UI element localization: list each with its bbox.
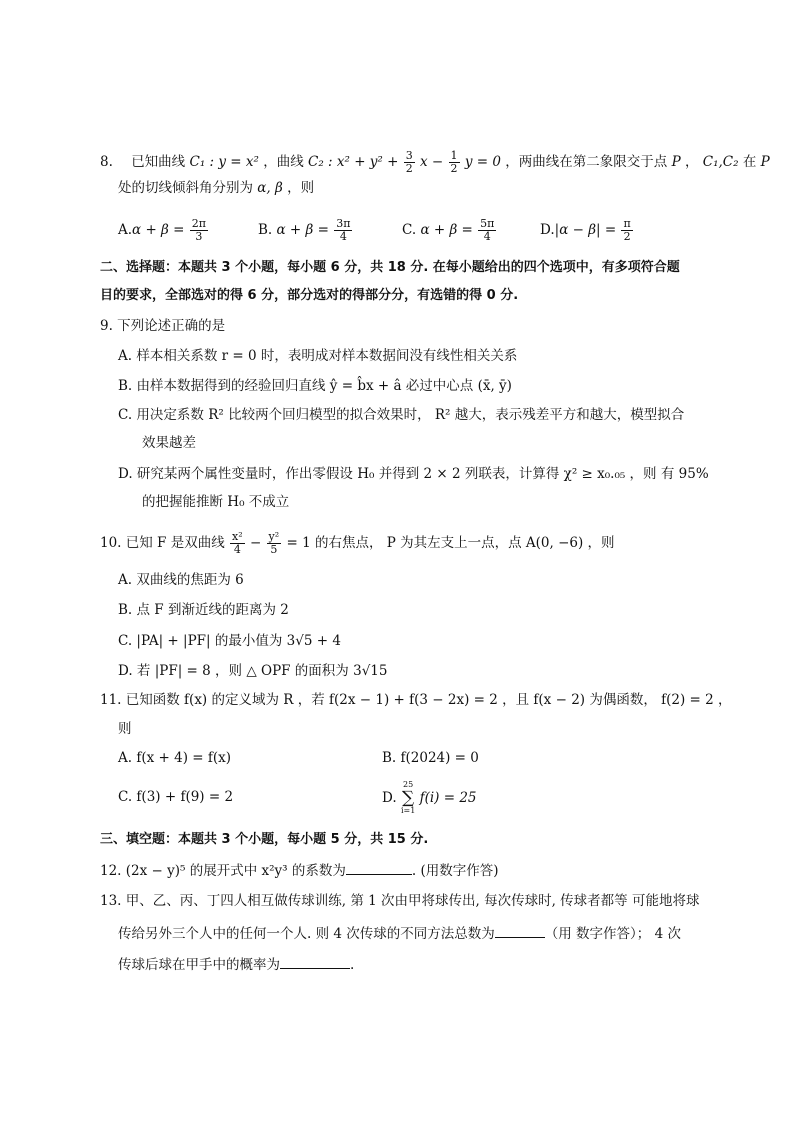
q12-answer-blank[interactable] <box>346 860 412 875</box>
q8-c1: C₁ : y = x² <box>189 154 259 170</box>
q8-frac2: $\frac{1}{2}$ <box>450 149 458 175</box>
q13-answer-blank-2[interactable] <box>280 954 350 969</box>
q8-text: ，曲线 <box>263 154 304 170</box>
q8-option-c: C. α + β = $\frac{5\pi}{4}$ <box>402 217 495 243</box>
q8-text: ，则 <box>287 180 315 196</box>
q8-point-p: P <box>671 154 681 170</box>
section2-heading-cont: 目的要求，全部选对的得 6 分，部分选对的得部分分，有选错的得 0 分. <box>100 288 519 303</box>
q12-text-a: 12. (2x − y)⁵ 的展开式中 x²y³ 的系数为 <box>100 863 346 879</box>
q10-frac2: $\frac{\text{y²}}{5}$ <box>268 530 280 556</box>
q12-text-b: . (用数字作答) <box>411 863 499 879</box>
q9-option-d: D. 研究某两个属性变量时，作出零假设 H₀ 并得到 2 × 2 列联表，计算得 χ² ≥ x₀.₀₅ ，则 有 95% <box>118 466 709 482</box>
q10-frac1: $\frac{\text{x²}}{4}$ <box>232 530 243 556</box>
q13-answer-blank-1[interactable] <box>495 923 545 938</box>
q8-option-a: A.α + β = $\frac{2\pi}{3}$ <box>118 217 206 243</box>
q8-line1 <box>100 150 770 175</box>
q13-text: 传球后球在甲手中的概率为 <box>118 957 280 973</box>
q9-option-b: B. 由样本数据得到的经验回归直线 ŷ = b̂x + â 必过中心点 (x̄, ȳ) <box>118 378 512 394</box>
q8-text: ，两曲线在第二象限交于点 <box>505 154 668 170</box>
section2-heading: 二、选择题：本题共 3 个小题，每小题 6 分，共 18 分. 在每小题给出的四个选项中，有多项符合题 <box>100 260 680 275</box>
q10-option-a: A. 双曲线的焦距为 6 <box>118 572 244 588</box>
q13-text: . <box>350 957 355 973</box>
q13-line2 <box>118 923 681 944</box>
q13-text: （用 数字作答）； 4 次 <box>544 926 681 942</box>
q8-text: 在 <box>742 154 757 170</box>
q10-option-c: C. |PA| + |PF| 的最小值为 3√5 + 4 <box>118 633 341 649</box>
q8-c2: C₂ : x² + y² + <box>308 154 399 170</box>
q8-c2-mid: x − <box>420 154 444 170</box>
q9-option-d-cont: 的把握能推断 H₀ 不成立 <box>142 494 290 510</box>
section3-heading: 三、填空题：本题共 3 个小题，每小题 5 分，共 15 分. <box>100 832 429 847</box>
q9-option-a: A. 样本相关系数 r = 0 时，表明成对样本数据间没有线性相关关系 <box>118 348 518 364</box>
q10-option-d: D. 若 |PF| = 8 ，则 △ OPF 的面积为 3√15 <box>118 663 388 679</box>
q11-sigma: 25 ∑ i=1 <box>400 780 416 815</box>
q11-option-c: C. f(3) + f(9) = 2 <box>118 789 234 805</box>
q13-line1: 13. 甲、乙、丙、丁四人相互做传球训练, 第 1 次由甲将球传出, 每次传球时, 传球者都等 可能地将球 <box>100 893 700 909</box>
q11-stem-cont: 则 <box>118 721 132 737</box>
q8-c2-post: y = 0 <box>464 154 501 170</box>
q9-option-c: C. 用决定系数 R² 比较两个回归模型的拟合效果时， R² 越大，表示残差平方和越大，模型拟合 <box>118 407 685 423</box>
q8-option-b: B. α + β = $\frac{3\pi}{4}$ <box>258 217 351 243</box>
q8-point-p: P <box>760 154 770 170</box>
q8-angles: α, β <box>257 180 283 196</box>
q10-text: 10. 已知 F 是双曲线 <box>100 535 225 551</box>
q8-option-d: D.|α − β| = $\frac{\pi}{2}$ <box>540 217 631 243</box>
q11-option-b: B. f(2024) = 0 <box>382 750 479 766</box>
q10-text: = 1 的右焦点， P 为其左支上一点，点 A(0, −6) ，则 <box>286 535 615 551</box>
q10-option-b: B. 点 F 到渐近线的距离为 2 <box>118 602 289 618</box>
q11-stem: 11. 已知函数 f(x) 的定义域为 R ，若 f(2x − 1) + f(3 − 2x) = 2 ，且 f(x − 2) 为偶函数， f(2) = 2 ， <box>100 692 732 708</box>
q8-text: 处的切线倾斜角分别为 <box>118 180 253 196</box>
q12-text <box>100 860 499 881</box>
q10-stem <box>100 531 615 556</box>
q11-option-a: A. f(x + 4) = f(x) <box>118 750 231 766</box>
q8-frac1: $\frac{3}{2}$ <box>405 149 413 175</box>
q8-line2 <box>118 178 314 198</box>
q13-text: 传给另外三个人中的任何一个人. 则 4 次传球的不同方法总数为 <box>118 926 495 942</box>
q10-minus: − <box>249 535 262 551</box>
q8-text: 已知曲线 <box>131 154 186 170</box>
q9-option-c-cont: 效果越差 <box>142 435 196 451</box>
q8-text: ， <box>684 154 699 170</box>
q9-stem: 9. 下列论述正确的是 <box>100 318 226 334</box>
q8-number: 8. <box>100 154 113 170</box>
q8-c1c2: C₁,C₂ <box>702 154 739 170</box>
q11-option-d: D. 25 ∑ i=1 f(i) = 25 <box>382 780 477 815</box>
q13-line3 <box>118 954 354 975</box>
